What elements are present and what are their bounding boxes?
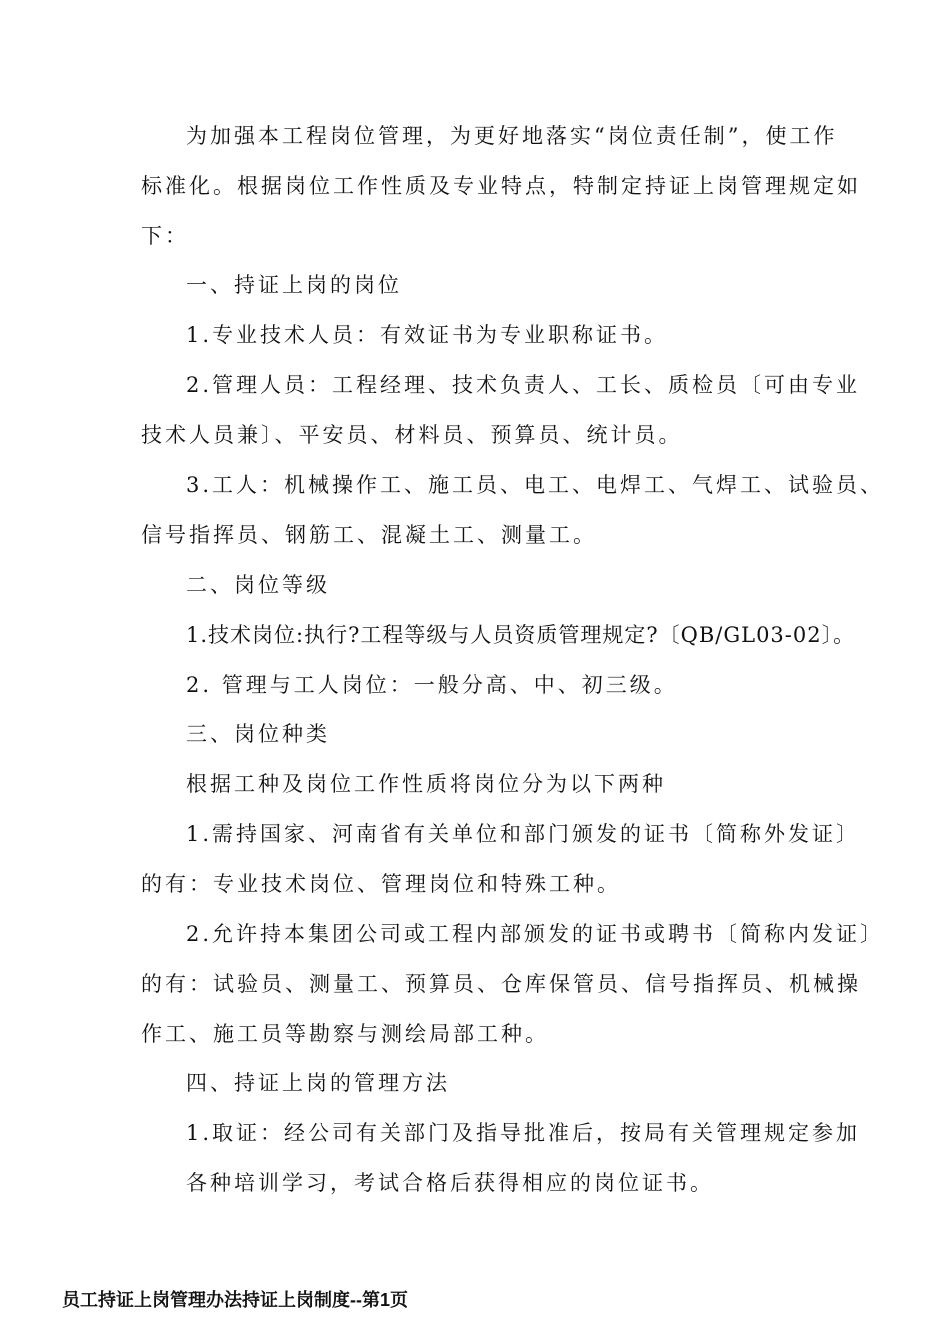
paragraph-line: 2. 管理与工人岗位：一般分高、中、初三级。 [186, 673, 678, 697]
paragraph-line: 作工、施工员等勘察与测绘局部工种。 [141, 1022, 549, 1046]
paragraph-line: 的有：专业技术岗位、管理岗位和特殊工种。 [141, 872, 621, 896]
paragraph-line: 3.工人：机械操作工、施工员、电工、电焊工、气焊工、试验员、 [186, 473, 885, 497]
paragraph-line: 2.允许持本集团公司或工程内部颁发的证书或聘书〔简称内发证〕 [186, 922, 885, 946]
paragraph-line: 的有：试验员、测量工、预算员、仓库保管员、信号指挥员、机械操 [141, 972, 861, 996]
paragraph-line: 信号指挥员、钢筋工、混凝土工、测量工。 [141, 523, 597, 547]
paragraph-line: 为加强本工程岗位管理，为更好地落实“岗位责任制”，使工作 [186, 124, 838, 148]
section-heading: 四、持证上岗的管理方法 [186, 1071, 450, 1095]
page-footer: 员工持证上岗管理办法持证上岗制度--第1页 [62, 1290, 408, 1310]
paragraph-line: 1.需持国家、河南省有关单位和部门颁发的证书〔简称外发证〕 [186, 822, 861, 846]
section-heading: 二、岗位等级 [186, 573, 330, 597]
paragraph-line: 1.专业技术人员：有效证书为专业职称证书。 [186, 323, 669, 347]
paragraph-line: 2.管理人员：工程经理、技术负责人、工长、质检员〔可由专业 [186, 373, 861, 397]
paragraph-line: 技术人员兼〕、平安员、材料员、预算员、统计员。 [141, 423, 683, 447]
paragraph-line: 标准化。根据岗位工作性质及专业特点，特制定持证上岗管理规定如 [141, 174, 861, 198]
section-heading: 一、持证上岗的岗位 [186, 273, 402, 297]
section-heading: 三、岗位种类 [186, 722, 330, 746]
paragraph-line: 各种培训学习，考试合格后获得相应的岗位证书。 [186, 1171, 714, 1195]
paragraph-line: 1.取证：经公司有关部门及指导批准后，按局有关管理规定参加 [186, 1121, 861, 1145]
paragraph-line: 下： [141, 224, 189, 248]
paragraph-line: 1.技术岗位:执行?工程等级与人员资质管理规定?〔QB/GL03-02〕。 [186, 623, 856, 647]
paragraph-line: 根据工种及岗位工作性质将岗位分为以下两种 [186, 772, 666, 796]
